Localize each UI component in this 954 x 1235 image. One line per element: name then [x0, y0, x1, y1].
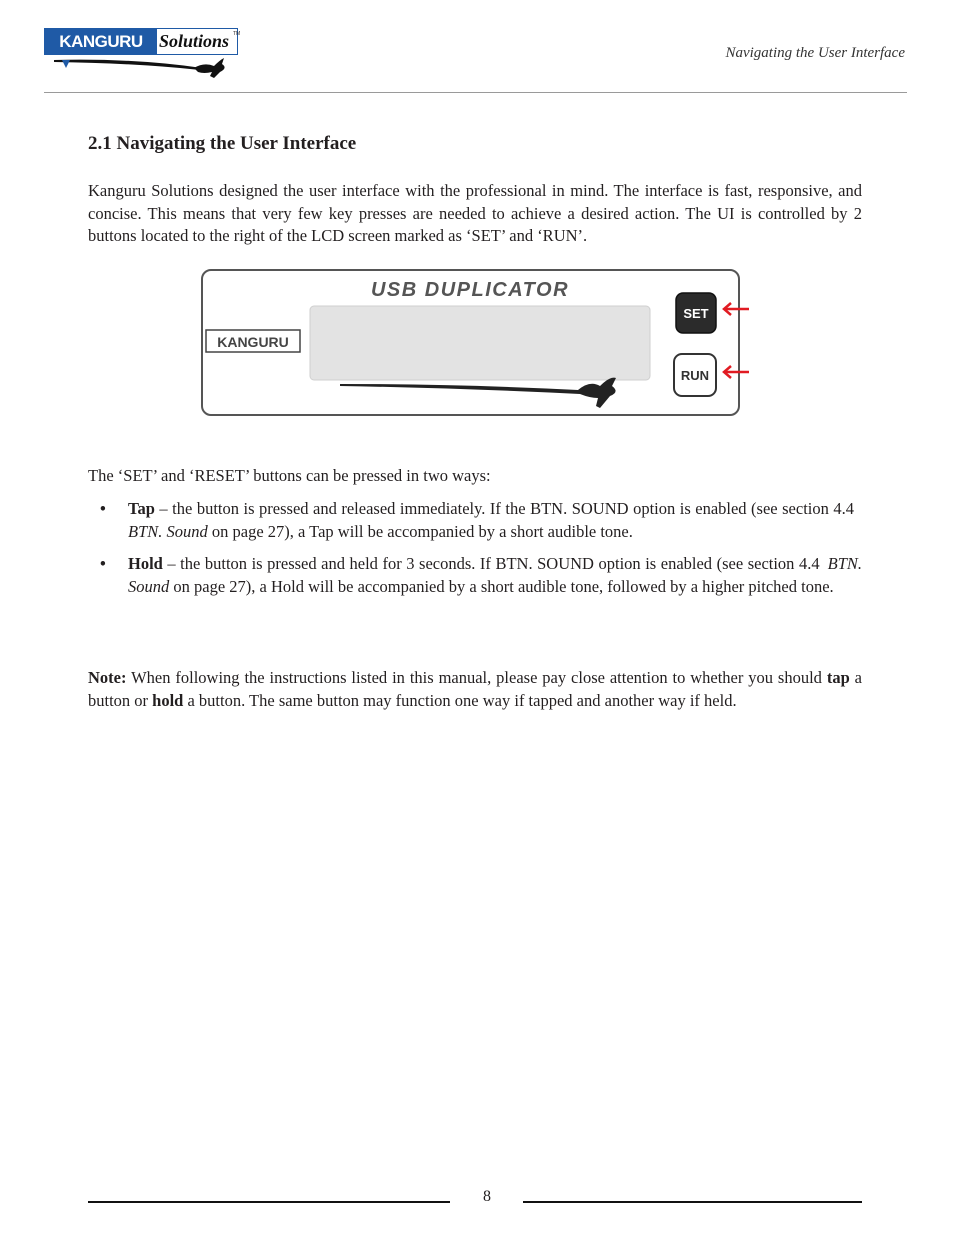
bullet-text: – the button is pressed and released immediately. If the BTN. SOUND option is enabled (see section 4.4	[154, 499, 854, 518]
section-reference: BTN. Sound	[128, 521, 208, 541]
intro-paragraph: Kanguru Solutions designed the user interface with the professional in mind. The interface is fast, responsive, and concise. This means that very few key presses are needed to achieve a desired action. The UI is controlled by 2 buttons located to the right of the LCD screen marked as ‘SET’ and ‘RUN’.	[88, 181, 862, 245]
note-label: Note:	[88, 668, 127, 687]
bullet-term: Tap	[128, 499, 155, 518]
note-tap: tap	[826, 668, 850, 687]
list-item	[88, 553, 862, 598]
set-button-label: SET	[683, 306, 709, 321]
usb-duplicator-panel-figure	[200, 268, 752, 418]
logo-brand-text: KANGURU	[45, 29, 157, 54]
note-text: a button. The same button may function one way if tapped and another way if held.	[183, 690, 737, 710]
press-types-list	[88, 498, 862, 608]
run-button-label: RUN	[680, 368, 710, 383]
footer-rule-left	[88, 1201, 450, 1203]
note-text: When following the instructions listed in this manual, please pay close attention to whether you should	[126, 668, 827, 687]
page-number: 8	[483, 1188, 491, 1205]
logo-solutions-text: Solutions	[159, 31, 230, 51]
footer-rule-right	[523, 1201, 862, 1203]
note-hold: hold	[152, 690, 184, 710]
header-divider	[44, 92, 907, 93]
set-button	[676, 293, 716, 333]
note-text: a button or	[88, 668, 862, 710]
press-intro-paragraph: The ‘SET’ and ‘RESET’ buttons can be pressed in two ways:	[88, 466, 491, 485]
run-button	[674, 354, 716, 396]
list-item	[88, 498, 862, 543]
note-paragraph	[88, 667, 862, 712]
logo-trademark: TM	[233, 31, 241, 37]
running-header-title: Navigating the User Interface	[725, 45, 905, 61]
panel-logo-text: KANGURU	[217, 334, 289, 350]
bullet-term: Hold	[128, 554, 163, 573]
panel-title: USB DUPLICATOR	[370, 279, 570, 301]
kangaroo-swoosh-icon	[44, 54, 242, 82]
section-reference: BTN. Sound	[128, 554, 862, 596]
logo-frame	[44, 28, 241, 55]
kanguru-solutions-logo	[44, 28, 242, 82]
lcd-screen	[310, 306, 650, 380]
bullet-text: on page 27), a Tap will be accompanied by a short audible tone.	[207, 521, 633, 541]
bullet-marker: •	[100, 499, 106, 518]
section-heading: 2.1 Navigating the User Interface	[88, 133, 357, 154]
bullet-marker: •	[100, 554, 106, 573]
bullet-text: – the button is pressed and held for 3 seconds. If BTN. SOUND option is enabled (see section 4.4	[162, 554, 820, 573]
bullet-text: on page 27), a Hold will be accompanied by a short audible tone, followed by a higher pitched tone.	[169, 576, 834, 596]
panel-kanguru-logo	[206, 330, 300, 352]
